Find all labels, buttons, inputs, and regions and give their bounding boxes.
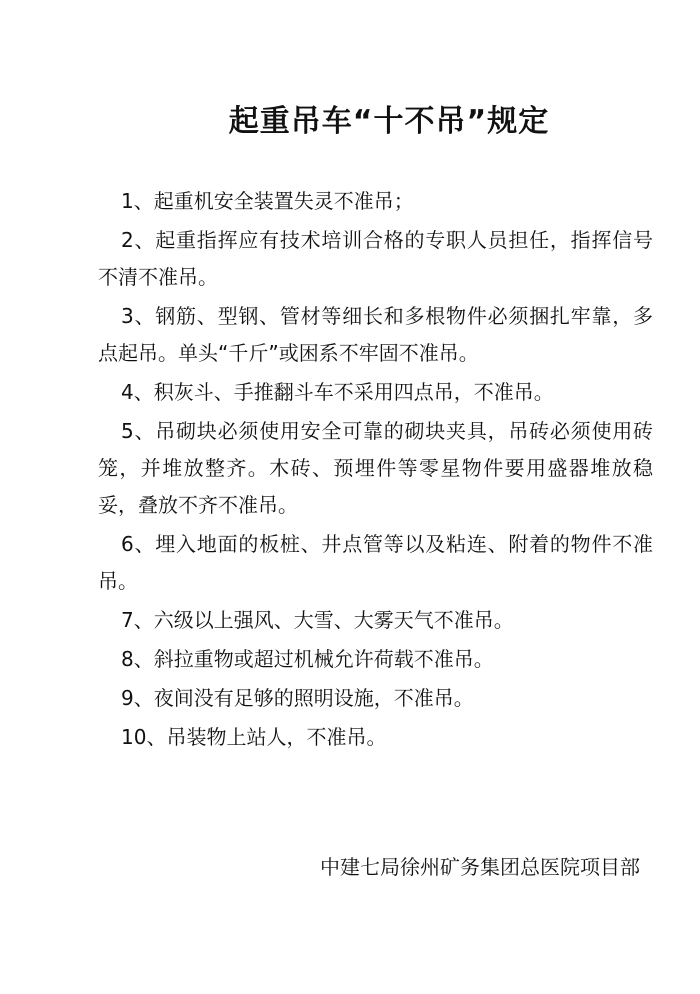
rule-item: 2、起重指挥应有技术培训合格的专职人员担任，指挥信号不清不准吊。 — [98, 228, 653, 289]
rule-item: 9、夜间没有足够的照明设施，不准吊。 — [121, 686, 474, 710]
rule-item: 3、钢筋、型钢、管材等细长和多根物件必须捆扎牢靠，多点起吊。单头“千斤”或困系不牢固不准吊。 — [98, 304, 653, 365]
rule-item: 8、斜拉重物或超过机械允许荷载不准吊。 — [121, 647, 494, 671]
rule-item: 7、六级以上强风、大雪、大雾天气不准吊。 — [121, 608, 514, 632]
rule-item: 4、积灰斗、手推翻斗车不采用四点吊，不准吊。 — [121, 380, 554, 404]
rule-item: 5、吊砌块必须使用安全可靠的砌块夹具，吊砖必须使用砖笼，并堆放整齐。木砖、预埋件等零星物件要用盛器堆放稳妥，叠放不齐不准吊。 — [98, 419, 653, 517]
rule-item: 1、起重机安全装置失灵不准吊； — [121, 189, 414, 213]
rule-item: 10、吊装物上站人，不准吊。 — [121, 725, 387, 749]
issuer-signature: 中建七局徐州矿务集团总医院项目部 — [320, 855, 640, 879]
rules-list — [98, 183, 653, 758]
document-title: 起重吊车“十不吊”规定 — [228, 104, 550, 139]
rule-item: 6、埋入地面的板桩、井点管等以及粘连、附着的物件不准吊。 — [98, 532, 653, 593]
